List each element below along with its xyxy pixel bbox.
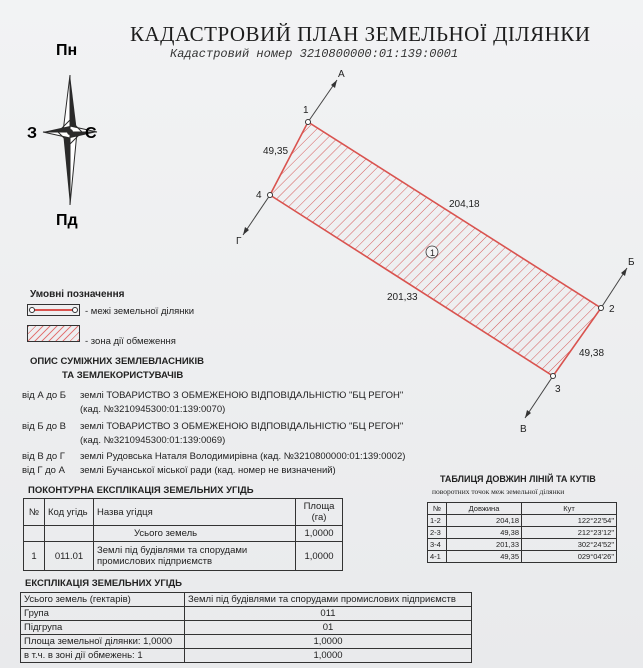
neighbor-cad-bv: (кад. №3210945300:01:139:0069) bbox=[80, 435, 226, 446]
lines-row-length: 201,33 bbox=[447, 539, 522, 551]
pok-total-code bbox=[45, 526, 94, 542]
turn-point-3 bbox=[551, 374, 556, 379]
lines-header-no: № bbox=[428, 503, 447, 515]
parcel-number: 1 bbox=[430, 248, 436, 258]
neighbor-from-bv: від Б до В bbox=[22, 421, 67, 432]
pok-row-no: 1 bbox=[24, 542, 45, 571]
length-label-2-3: 49,38 bbox=[579, 348, 605, 359]
compass-south-label: Пд bbox=[56, 212, 78, 229]
length-label-4-1: 49,35 bbox=[263, 146, 289, 157]
legend-restriction-symbol bbox=[27, 325, 80, 342]
lines-table bbox=[427, 502, 617, 563]
explication-table bbox=[20, 592, 472, 663]
neighbors-title-line1: ОПИС СУМІЖНИХ ЗЕМЛЕВЛАСНИКІВ bbox=[30, 356, 204, 367]
legend-boundary-symbol bbox=[27, 304, 80, 316]
exp-row-label: Підгрупа bbox=[21, 621, 185, 635]
turn-point-1 bbox=[306, 120, 311, 125]
pok-table bbox=[23, 498, 343, 571]
point-label-3: 3 bbox=[555, 384, 561, 395]
direction-label-a: А bbox=[338, 69, 345, 80]
explication-title: ЕКСПЛІКАЦІЯ ЗЕМЕЛЬНИХ УГІДЬ bbox=[25, 578, 182, 589]
lines-row-no: 2-3 bbox=[428, 527, 447, 539]
direction-label-v: В bbox=[520, 424, 527, 435]
direction-label-g: Г bbox=[236, 236, 242, 247]
direction-line-a bbox=[308, 80, 337, 122]
legend-boundary-label: - межі земельної ділянки bbox=[85, 306, 194, 317]
neighbor-text-bv: землі ТОВАРИСТВО З ОБМЕЖЕНОЮ ВІДПОВІДАЛЬНІСТЮ "БЦ РЕГОН" bbox=[80, 421, 404, 432]
neighbor-from-ab: від А до Б bbox=[22, 390, 67, 401]
turn-point-2 bbox=[599, 306, 604, 311]
lines-header-length: Довжина bbox=[447, 503, 522, 515]
pok-title: ПОКОНТУРНА ЕКСПЛІКАЦІЯ ЗЕМЕЛЬНИХ УГІДЬ bbox=[28, 485, 254, 496]
exp-row-label: в т.ч. в зоні дії обмежень: 1 bbox=[21, 649, 185, 663]
exp-row-value: 011 bbox=[185, 607, 472, 621]
exp-row-value: 1,0000 bbox=[185, 649, 472, 663]
pok-row-name: Землі під будівлями та спорудами промислових підприємств bbox=[94, 542, 296, 571]
pok-row-code: 011.01 bbox=[45, 542, 94, 571]
pok-total-area: 1,0000 bbox=[296, 526, 343, 542]
pok-header-no: № bbox=[24, 499, 45, 526]
point-label-2: 2 bbox=[609, 304, 615, 315]
pok-header-area: Площа (га) bbox=[296, 499, 343, 526]
point-label-1: 1 bbox=[303, 105, 309, 116]
compass-north-label: Пн bbox=[56, 42, 78, 59]
document-title: КАДАСТРОВИЙ ПЛАН ЗЕМЕЛЬНОЇ ДІЛЯНКИ bbox=[130, 22, 591, 46]
lines-row-no: 1-2 bbox=[428, 515, 447, 527]
legend-title: Умовні позначення bbox=[30, 289, 125, 300]
direction-label-b: Б bbox=[628, 257, 635, 268]
lines-table-subtitle: поворотних точок меж земельної ділянки bbox=[432, 487, 565, 496]
exp-row-value: 1,0000 bbox=[185, 635, 472, 649]
lines-row-length: 49,35 bbox=[447, 551, 522, 563]
exp-header-category: Землі під будівлями та спорудами промислових підприємств bbox=[185, 593, 472, 607]
neighbor-cad-ab: (кад. №3210945300:01:139:0070) bbox=[80, 404, 226, 415]
lines-row-angle: 212°23'12" bbox=[522, 527, 617, 539]
pok-total-label: Усього земель bbox=[94, 526, 296, 542]
point-label-4: 4 bbox=[256, 190, 262, 201]
legend-restriction-label: - зона дії обмеження bbox=[85, 336, 176, 347]
exp-header-total: Усього земель (гектарів) bbox=[21, 593, 185, 607]
lines-row-angle: 122°22'54" bbox=[522, 515, 617, 527]
neighbor-text-ga: землі Бучанської міської ради (кад. номер не визначений) bbox=[80, 465, 336, 476]
cadastral-number: Кадастровий номер 3210800000:01:139:0001 bbox=[170, 47, 459, 61]
lines-row-no: 3-4 bbox=[428, 539, 447, 551]
lines-header-angle: Кут bbox=[522, 503, 617, 515]
neighbor-from-ga: від Г до А bbox=[22, 465, 65, 476]
lines-row-angle: 302°24'52" bbox=[522, 539, 617, 551]
compass-east-label: С bbox=[85, 125, 97, 142]
lines-row-length: 204,18 bbox=[447, 515, 522, 527]
lines-row-angle: 029°04'26" bbox=[522, 551, 617, 563]
exp-row-value: 01 bbox=[185, 621, 472, 635]
compass-west-label: З bbox=[27, 125, 38, 142]
neighbors-title-line2: ТА ЗЕМЛЕКОРИСТУВАЧІВ bbox=[62, 370, 184, 381]
neighbor-text-ab: землі ТОВАРИСТВО З ОБМЕЖЕНОЮ ВІДПОВІДАЛЬНІСТЮ "БЦ РЕГОН" bbox=[80, 390, 404, 401]
pok-header-name: Назва угідця bbox=[94, 499, 296, 526]
turn-point-4 bbox=[268, 193, 273, 198]
neighbor-text-vg: землі Рудовська Наталя Володимирівна (кад. №3210800000:01:139:0002) bbox=[80, 451, 406, 462]
exp-row-label: Група bbox=[21, 607, 185, 621]
pok-total-no bbox=[24, 526, 45, 542]
length-label-1-2: 204,18 bbox=[449, 199, 480, 210]
length-label-3-4: 201,33 bbox=[387, 292, 418, 303]
exp-row-label: Площа земельної ділянки: 1,0000 bbox=[21, 635, 185, 649]
lines-row-length: 49,38 bbox=[447, 527, 522, 539]
lines-row-no: 4-1 bbox=[428, 551, 447, 563]
pok-row-area: 1,0000 bbox=[296, 542, 343, 571]
neighbor-from-vg: від В до Г bbox=[22, 451, 65, 462]
pok-header-code: Код угідь bbox=[45, 499, 94, 526]
lines-table-title: ТАБЛИЦЯ ДОВЖИН ЛІНІЙ ТА КУТІВ bbox=[440, 474, 596, 484]
